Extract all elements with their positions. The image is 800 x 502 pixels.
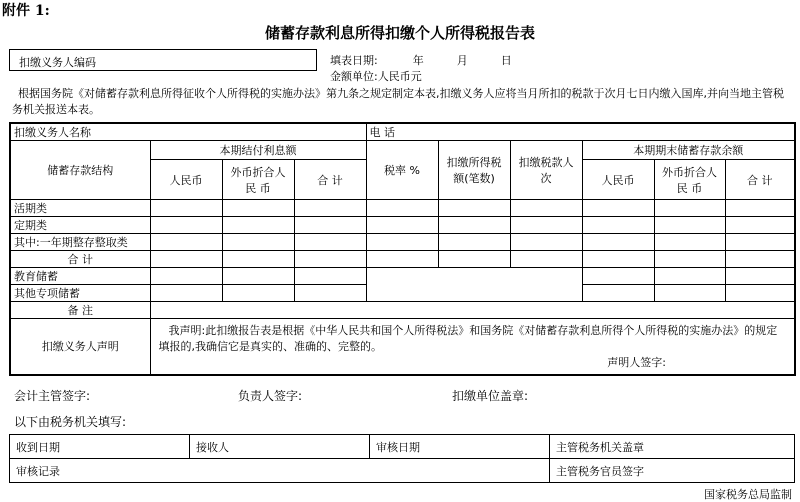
period-end-balance-header: 本期期末储蓄存款余额	[582, 141, 795, 160]
officer-sign-label: 主管税务官员签字	[556, 464, 644, 478]
tax-office-fill-label: 以下由税务机关填写:	[14, 415, 127, 429]
receiver-label: 接收人	[196, 440, 229, 454]
table-row	[10, 217, 795, 234]
report-table	[9, 122, 796, 376]
tax-withheld-header: 扣缴所得税额(笔数)	[438, 141, 510, 200]
balance-foreign-header: 外币折合人 民 币	[654, 160, 725, 200]
row-label-one-year: 其中:一年期整存整取类	[10, 234, 150, 251]
review-date-field[interactable]	[370, 435, 550, 459]
period-interest-header: 本期结付利息额	[150, 141, 366, 160]
interest-rmb-header: 人民币	[150, 160, 222, 200]
tax-rate-header: 税率 %	[366, 141, 438, 200]
table-row	[10, 268, 795, 285]
statement-label: 扣缴义务人声明	[10, 319, 150, 375]
table-row	[10, 234, 795, 251]
office-seal-field[interactable]	[550, 435, 795, 459]
responsible-signature: 负责人签字:	[238, 389, 303, 403]
tax-office-table	[9, 434, 795, 483]
currency-unit: 金额单位:人民币元	[330, 70, 422, 83]
table-row	[10, 251, 795, 268]
fill-date-label: 填表日期:	[330, 54, 378, 67]
accountant-signature: 会计主管签字:	[14, 389, 91, 403]
office-seal-label: 主管税务机关盖章	[556, 440, 644, 454]
fill-date-month: 月	[456, 54, 468, 67]
statement-text: 我声明:此扣缴报告表是根据《中华人民共和国个人所得税法》和国务院《对储蓄存款利息所得个人所得税的实施办法》的规定填报的,我确信它是真实的、准确的、完整的。	[158, 324, 778, 353]
phone-label: 电 话	[369, 126, 395, 139]
phone-cell[interactable]	[366, 123, 795, 141]
balance-rmb-header: 人民币	[582, 160, 654, 200]
balance-total-header: 合 计	[725, 160, 795, 200]
withholder-code-field[interactable]	[9, 49, 317, 71]
row-label-fixed: 定期类	[10, 217, 150, 234]
unit-seal: 扣缴单位盖章:	[452, 389, 529, 403]
table-row	[10, 302, 795, 319]
interest-foreign-header: 外币折合人 民 币	[222, 160, 294, 200]
table-row	[10, 200, 795, 217]
review-record-field[interactable]	[10, 459, 550, 483]
row-label-current: 活期类	[10, 200, 150, 217]
row-label-education: 教育储蓄	[10, 268, 150, 285]
intro-paragraph: 根据国务院《对储蓄存款利息所得征收个人所得税的实施办法》第九条之规定制定本表,扣缴义务人应将当月所扣的税款于次月七日内缴入国库,并向当地主管税务机关报送本表。	[12, 87, 784, 116]
officer-sign-field[interactable]	[550, 459, 795, 483]
withholder-code-label: 扣缴义务人编码	[19, 56, 96, 69]
fill-date-day: 日	[500, 54, 512, 67]
receiver-field[interactable]	[190, 435, 370, 459]
review-date-label: 审核日期	[376, 440, 420, 454]
row-label-other: 其他专项储蓄	[10, 285, 150, 302]
footer-issuer: 国家税务总局监制	[704, 488, 792, 501]
row-label-remark: 备 注	[10, 302, 150, 319]
remark-field[interactable]	[150, 302, 795, 319]
interest-total-header: 合 计	[294, 160, 366, 200]
form-title: 储蓄存款利息所得扣缴个人所得税报告表	[264, 24, 535, 42]
fill-date-year: 年	[412, 54, 424, 67]
structure-header: 储蓄存款结构	[10, 141, 150, 200]
row-label-sum: 合 计	[10, 251, 150, 268]
review-record-label: 审核记录	[16, 464, 60, 478]
receive-date-field[interactable]	[10, 435, 190, 459]
fill-date	[330, 52, 512, 68]
receive-date-label: 收到日期	[16, 440, 60, 454]
withholder-name-label: 扣缴义务人名称	[10, 123, 366, 141]
statement-cell	[150, 319, 795, 375]
signer-label: 声明人签字:	[607, 356, 666, 369]
withhold-count-header: 扣缴税款人 次	[510, 141, 582, 200]
attachment-label: 附件 1:	[2, 3, 50, 19]
